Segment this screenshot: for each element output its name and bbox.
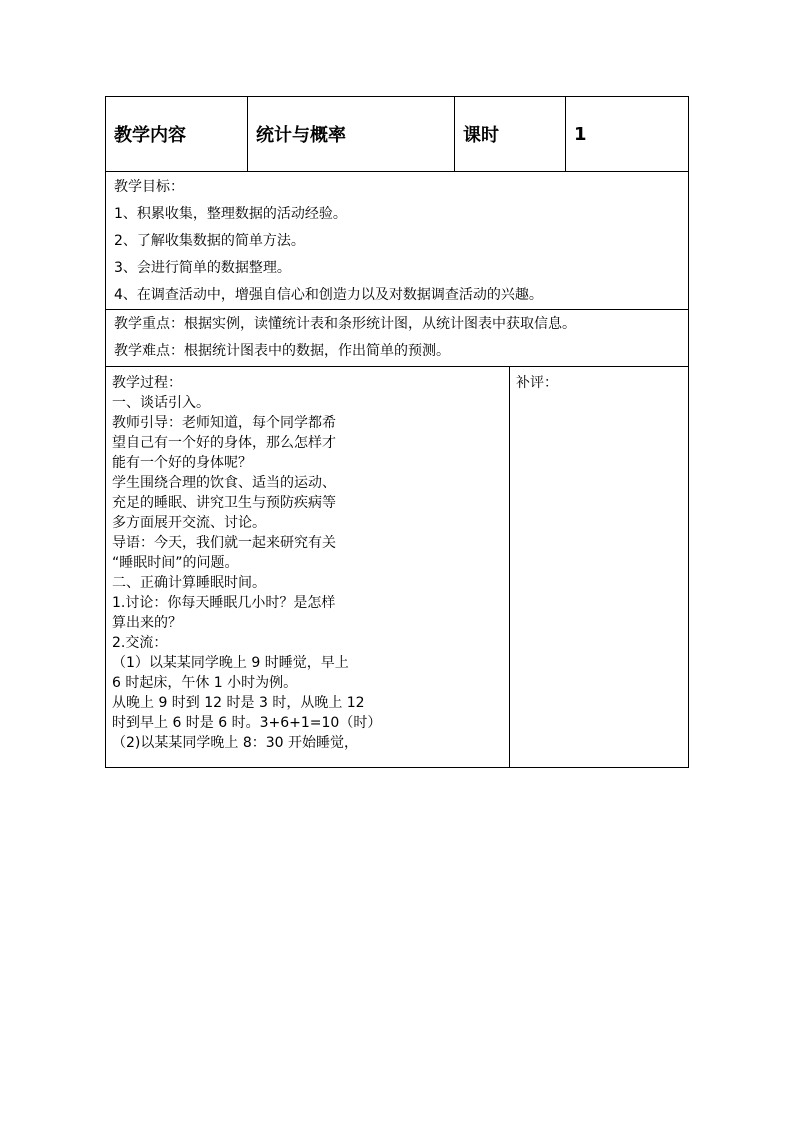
period-value-cell (566, 97, 689, 172)
process-line: 从晚上 9 时到 12 时是 3 时，从晚上 12 (112, 695, 365, 711)
process-line: （2)以某某同学晚上 8：30 开始睡觉， (112, 735, 358, 751)
process-cell (106, 367, 510, 768)
content-label-cell (106, 97, 248, 172)
key-points: 教学重点：根据实例，读懂统计表和条形统计图，从统计图表中获取信息。 (114, 316, 576, 332)
process-line: 二、正确计算睡眠时间。 (112, 575, 266, 591)
process-line: 时到早上 6 时是 6 时。3+6+1=10（时） (112, 715, 382, 731)
process-line: 望自己有一个好的身体，那么怎样才 (112, 435, 336, 451)
period-label: 课时 (463, 125, 499, 146)
content-value: 统计与概率 (256, 125, 346, 146)
review-label: 补评： (516, 375, 558, 391)
process-line: 1.讨论：你每天睡眠几小时？是怎样 (112, 595, 336, 611)
process-line: 导语：今天，我们就一起来研究有关 (112, 535, 336, 551)
process-row (106, 367, 689, 768)
process-line: 一、谈话引入。 (112, 395, 210, 411)
objective-item: 1、积累收集，整理数据的活动经验。 (114, 206, 347, 222)
header-row (106, 97, 689, 172)
focus-row (106, 310, 689, 367)
objectives-cell (106, 172, 689, 310)
process-line: 教学过程： (112, 375, 182, 391)
period-label-cell (455, 97, 566, 172)
process-line: 能有一个好的身体呢？ (112, 455, 252, 471)
objective-item: 2、了解收集数据的简单方法。 (114, 233, 305, 249)
process-line: （1）以某某同学晚上 9 时睡觉，早上 (112, 655, 349, 671)
difficulties: 教学难点：根据统计图表中的数据，作出简单的预测。 (114, 343, 450, 359)
process-line: 学生围绕合理的饮食、适当的运动、 (112, 475, 336, 491)
focus-cell (106, 310, 689, 367)
process-line: “睡眠时间”的问题。 (112, 555, 239, 571)
content-value-cell (248, 97, 455, 172)
lesson-plan-table (105, 96, 689, 768)
review-cell (510, 367, 689, 768)
period-value: 1 (574, 123, 587, 145)
process-line: 6 时起床，午休 1 小时为例。 (112, 675, 298, 691)
process-line: 充足的睡眠、讲究卫生与预防疾病等 (112, 495, 336, 511)
process-line: 多方面展开交流、讨论。 (112, 515, 266, 531)
process-line: 算出来的？ (112, 615, 182, 631)
objective-item: 4、在调查活动中，增强自信心和创造力以及对数据调查活动的兴趣。 (114, 287, 543, 303)
objectives-title: 教学目标： (114, 179, 184, 195)
objectives-row (106, 172, 689, 310)
content-label: 教学内容 (114, 125, 186, 146)
process-line: 教师引导：老师知道，每个同学都希 (112, 415, 336, 431)
process-line: 2.交流： (112, 635, 168, 651)
objective-item: 3、会进行简单的数据整理。 (114, 260, 291, 276)
